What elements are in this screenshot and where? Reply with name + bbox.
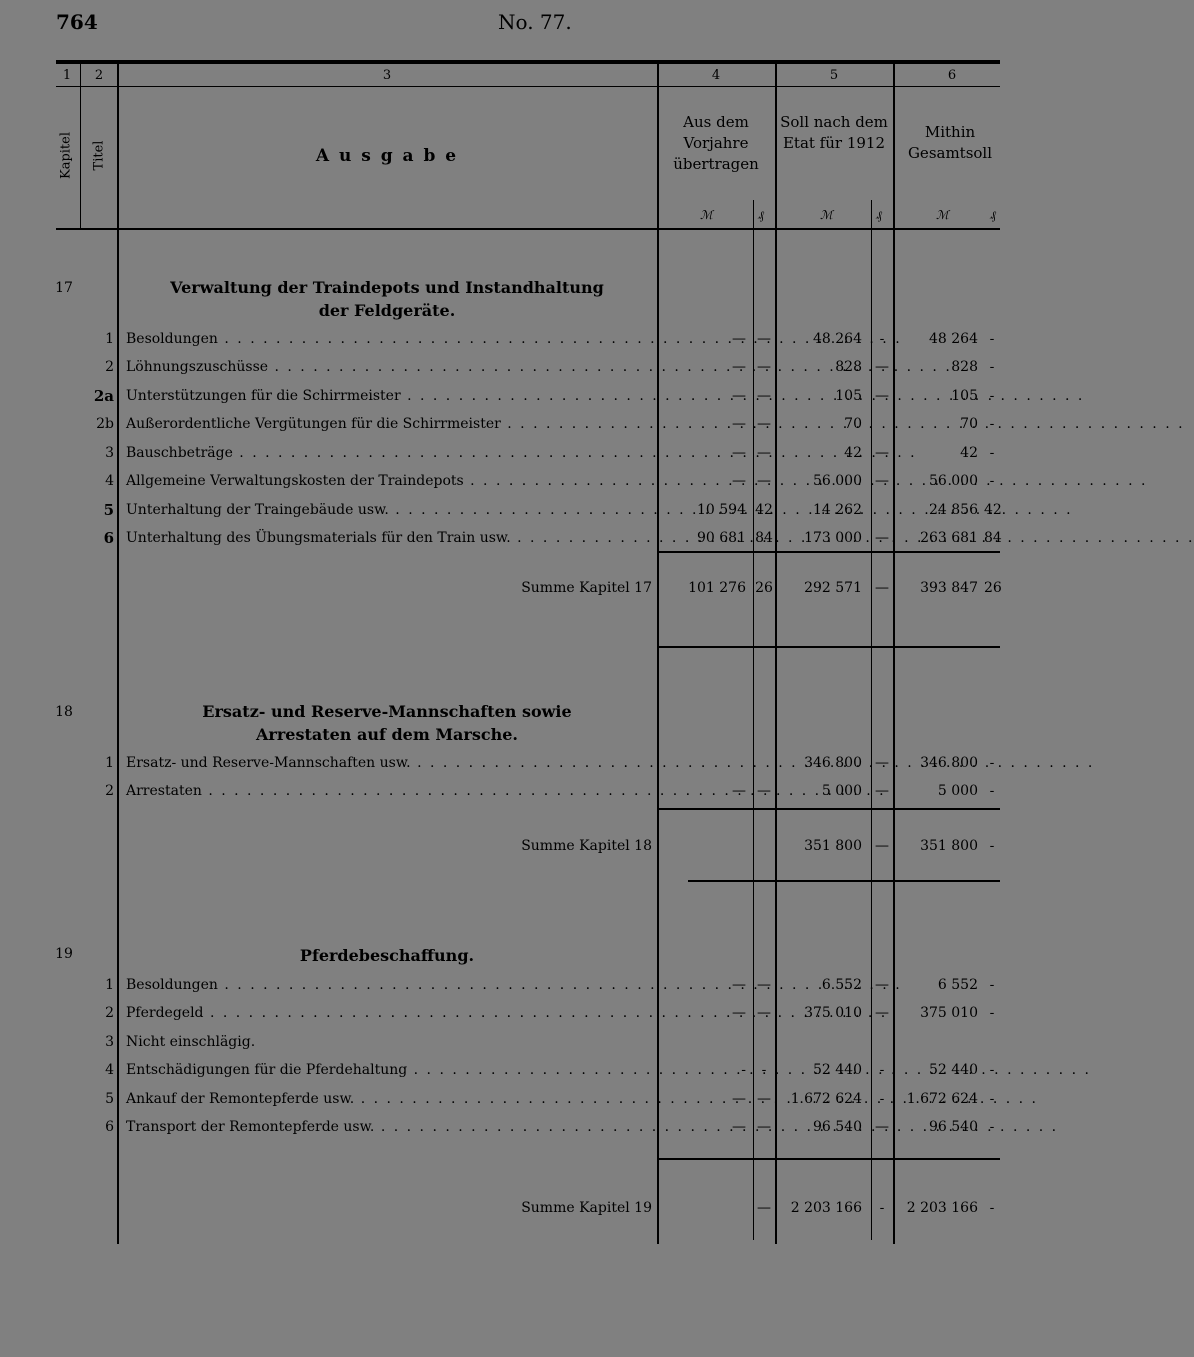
cell-col5-mark: 1 672 624 xyxy=(790,1091,862,1107)
header-col5: Soll nach dem Etat für 1912 xyxy=(780,113,888,152)
titel-number: 4 xyxy=(105,1062,114,1078)
cell-col6-mark: 346 800 xyxy=(920,755,978,771)
sum-col5-mark: 351 800 xyxy=(804,838,862,854)
sum-row xyxy=(0,1194,1000,1222)
table-row xyxy=(0,749,1000,777)
cell-col6-pf: - xyxy=(989,1119,995,1135)
titel-number: 3 xyxy=(105,1034,114,1050)
cell-col6-mark: 375 010 xyxy=(920,1005,978,1021)
section-title xyxy=(118,944,656,967)
titel-number: 1 xyxy=(105,755,114,771)
cell-col5-mark: 52 440 xyxy=(813,1062,862,1078)
titel-number: 5 xyxy=(105,1091,114,1107)
cell-col4-pf: 42 xyxy=(755,502,773,518)
cell-col5-pf: - xyxy=(879,1062,885,1078)
cell-col5-mark: 5 000 xyxy=(821,783,862,799)
sum-col5-pf: — xyxy=(875,838,889,854)
sum-col5-mark: 2 203 166 xyxy=(790,1200,862,1216)
cell-col4-pf: — xyxy=(757,1091,771,1107)
table-row xyxy=(0,1113,1000,1141)
col-number-4: 4 xyxy=(711,68,721,83)
sum-col6-mark: 2 203 166 xyxy=(906,1200,978,1216)
sum-col5-mark: 292 571 xyxy=(804,580,862,596)
cell-col4-mark: — xyxy=(732,416,746,432)
row-label: Pferdegeld . . . xyxy=(126,999,652,1027)
titel-number: 2b xyxy=(96,416,114,432)
cell-col6-pf: - xyxy=(989,331,995,347)
cell-col6-mark: 1 672 624 xyxy=(906,1091,978,1107)
titel-number: 4 xyxy=(105,473,114,489)
cell-col6-mark: 24 856 xyxy=(929,502,978,518)
cell-col4-pf: — xyxy=(757,331,771,347)
sum-col6-pf: - xyxy=(989,1200,995,1216)
sum-col6-pf: 26 xyxy=(984,580,1002,596)
sum-label: Summe Kapitel 18 xyxy=(521,838,652,854)
section-title-line: Arrestaten auf dem Marsche. xyxy=(256,725,518,744)
row-label: Transport der Remontepferde usw. . . . xyxy=(126,1113,652,1141)
cell-col5-mark: 96 540 xyxy=(813,1119,862,1135)
table-row xyxy=(0,410,1000,438)
cell-col4-mark: — xyxy=(732,1005,746,1021)
cell-col4-mark: — xyxy=(732,445,746,461)
cell-col5-mark: 48 264 xyxy=(813,331,862,347)
table-row xyxy=(0,1085,1000,1113)
cell-col5-mark: 173 000 xyxy=(804,530,862,546)
cell-col6-mark: 96 540 xyxy=(929,1119,978,1135)
page-heading: No. 77. xyxy=(498,10,572,34)
sum-row xyxy=(0,832,1000,860)
sum-col5-pf: - xyxy=(879,1200,885,1216)
row-label: Außerordentliche Vergütungen für die Schirrmeister . . . xyxy=(126,410,652,438)
cell-col4-mark: — xyxy=(732,473,746,489)
cell-col4-mark: — xyxy=(732,388,746,404)
col-number-2: 2 xyxy=(94,68,104,83)
titel-number: 6 xyxy=(105,1119,114,1135)
row-label: Unterhaltung des Übungsmaterials für den Train usw. . . . xyxy=(126,524,652,552)
sum-col6-mark: 393 847 xyxy=(920,580,978,596)
cell-col5-pf: — xyxy=(875,445,889,461)
cell-col6-mark: 105 xyxy=(951,388,978,404)
header-col6: Mithin Gesamtsoll xyxy=(907,123,993,162)
row-label: Löhnungszuschüsse . . . xyxy=(126,353,652,381)
header-rule xyxy=(56,228,1000,230)
cell-col4-pf: 84 xyxy=(755,530,773,546)
cell-col5-pf: — xyxy=(875,388,889,404)
section-title-line: Pferdebeschaffung. xyxy=(299,946,475,965)
cell-col6-pf: - xyxy=(989,473,995,489)
section-title-line: Verwaltung der Traindepots und Instandhaltung xyxy=(170,278,604,297)
cell-col5-mark: 105 xyxy=(835,388,862,404)
titel-number: 2a xyxy=(93,387,114,405)
table-row xyxy=(0,439,1000,467)
unit-col5-pf: ₰ xyxy=(876,208,882,222)
row-label: Allgemeine Verwaltungskosten der Traindepots . . . xyxy=(126,467,652,495)
cell-col5-mark: 14 262 xyxy=(813,502,862,518)
sum-label: Summe Kapitel 17 xyxy=(521,580,652,596)
colnum-rule xyxy=(56,86,1000,87)
section-title xyxy=(118,276,656,322)
cell-col4-pf: — xyxy=(757,416,771,432)
cell-col6-mark: 5 000 xyxy=(937,783,978,799)
cell-col5-pf: — xyxy=(875,783,889,799)
cell-col4-mark: — xyxy=(732,1091,746,1107)
section-title-line: Ersatz- und Reserve-Mannschaften sowie xyxy=(202,702,572,721)
cell-col5-pf: — xyxy=(875,1005,889,1021)
sum-col5-pf: — xyxy=(875,580,889,596)
unit-col4-mark: ℳ xyxy=(700,208,713,222)
row-label: Bauschbeträge . . . xyxy=(126,439,652,467)
header-titel: Titel xyxy=(91,140,107,171)
cell-col6-pf: - xyxy=(989,416,995,432)
cell-col4-mark: — xyxy=(732,977,746,993)
titel-number: 2 xyxy=(105,1005,114,1021)
sum-col4-mark: 101 276 xyxy=(688,580,746,596)
cell-col5-pf: — xyxy=(875,359,889,375)
cell-col6-mark: 42 xyxy=(960,445,978,461)
header-kapitel: Kapitel xyxy=(58,131,74,180)
row-label: Ersatz- und Reserve-Mannschaften usw. . . . xyxy=(126,749,652,777)
col-number-1: 1 xyxy=(62,68,72,83)
cell-col5-mark: 56 000 xyxy=(813,473,862,489)
titel-number: 1 xyxy=(105,977,114,993)
cell-col4-pf: — xyxy=(757,445,771,461)
section-title xyxy=(118,700,656,746)
cell-col5-pf: — xyxy=(875,755,889,771)
cell-col5-pf: — xyxy=(875,473,889,489)
titel-number: 6 xyxy=(103,529,114,547)
table-row xyxy=(0,325,1000,353)
row-label: Besoldungen . . . xyxy=(126,325,652,353)
cell-col5-mark: 828 xyxy=(835,359,862,375)
unit-col5-mark: ℳ xyxy=(820,208,833,222)
row-label: Ankauf der Remontepferde usw. . . . xyxy=(126,1085,652,1113)
titel-number: 5 xyxy=(103,501,114,519)
titel-number: 1 xyxy=(105,331,114,347)
cell-col6-mark: 70 xyxy=(960,416,978,432)
cell-col6-pf: - xyxy=(989,359,995,375)
sum-label: Summe Kapitel 19 xyxy=(521,1200,652,1216)
cell-col4-mark: 10 594 xyxy=(697,502,746,518)
unit-col6-mark: ℳ xyxy=(936,208,949,222)
cell-col6-mark: 48 264 xyxy=(929,331,978,347)
table-row xyxy=(0,1028,1000,1056)
cell-col6-mark: 263 681 xyxy=(920,530,978,546)
cell-col4-mark: — xyxy=(732,359,746,375)
cell-col6-pf: 42 xyxy=(984,502,1002,518)
sum-rule xyxy=(657,1158,1000,1160)
cell-col5-mark: 6 552 xyxy=(821,977,862,993)
sum-col4-pf: 26 xyxy=(755,580,773,596)
cell-col6-pf: - xyxy=(989,977,995,993)
titel-number: 3 xyxy=(105,445,114,461)
cell-col5-pf: - xyxy=(879,331,885,347)
cell-col4-pf: — xyxy=(757,1119,771,1135)
sum-col6-pf: - xyxy=(989,838,995,854)
cell-col4-pf: — xyxy=(757,783,771,799)
cell-col5-pf: — xyxy=(875,530,889,546)
top-rule xyxy=(56,60,1000,64)
cell-col6-mark: 828 xyxy=(951,359,978,375)
cell-col5-pf: — xyxy=(875,977,889,993)
sum-row xyxy=(0,574,1000,602)
row-label: Unterstützungen für die Schirrmeister . . . xyxy=(126,382,652,410)
row-label: Entschädigungen für die Pferdehaltung . . . xyxy=(126,1056,652,1084)
cell-col4-pf: — xyxy=(757,388,771,404)
table-row xyxy=(0,971,1000,999)
section-end-rule xyxy=(688,880,1000,882)
cell-col5-mark: 375 010 xyxy=(804,1005,862,1021)
sum-col4-pf: — xyxy=(757,1200,771,1216)
cell-col6-pf: - xyxy=(989,783,995,799)
cell-col4-pf: - xyxy=(761,1062,767,1078)
table-row xyxy=(0,524,1000,552)
sum-rule xyxy=(657,551,1000,553)
col-divider-titel xyxy=(80,64,81,228)
cell-col6-pf: - xyxy=(989,1091,995,1107)
cell-col6-pf: - xyxy=(989,1005,995,1021)
titel-number: 2 xyxy=(105,359,114,375)
cell-col5-pf: — xyxy=(875,1119,889,1135)
cell-col6-pf: - xyxy=(989,755,995,771)
cell-col5-mark: 346 800 xyxy=(804,755,862,771)
table-row xyxy=(0,999,1000,1027)
cell-col4-mark: — xyxy=(732,331,746,347)
row-label: Unterhaltung der Traingebäude usw. . . . xyxy=(126,496,652,524)
col-number-3: 3 xyxy=(382,68,392,83)
unit-col6-pf: ₰ xyxy=(990,208,996,222)
row-label: Besoldungen . . . xyxy=(126,971,652,999)
table-row xyxy=(0,382,1000,410)
kapitel-number: 17 xyxy=(55,280,73,296)
section-end-rule xyxy=(657,646,1000,648)
cell-col5-mark: 42 xyxy=(844,445,862,461)
cell-col4-pf: — xyxy=(757,1005,771,1021)
cell-col6-mark: 56 000 xyxy=(929,473,978,489)
sum-rule xyxy=(657,808,1000,810)
cell-col5-pf: - xyxy=(879,1091,885,1107)
cell-col4-pf: — xyxy=(757,359,771,375)
col-number-5: 5 xyxy=(829,68,839,83)
cell-col4-pf: — xyxy=(757,473,771,489)
header-col4: Aus dem Vorjahre übertragen xyxy=(673,113,759,173)
table-row xyxy=(0,777,1000,805)
page-number: 764 xyxy=(56,10,98,34)
cell-col6-pf: - xyxy=(989,388,995,404)
cell-col4-mark: — xyxy=(732,783,746,799)
cell-col4-pf: — xyxy=(757,977,771,993)
table-row xyxy=(0,1056,1000,1084)
cell-col5-mark: 70 xyxy=(844,416,862,432)
kapitel-number: 18 xyxy=(55,704,73,720)
table-row xyxy=(0,467,1000,495)
cell-col6-pf: 84 xyxy=(984,530,1002,546)
kapitel-number: 19 xyxy=(55,946,73,962)
section-title-line: der Feldgeräte. xyxy=(318,301,456,320)
col-number-6: 6 xyxy=(947,68,957,83)
table-row xyxy=(0,353,1000,381)
cell-col4-mark: - xyxy=(741,1062,746,1078)
table-row xyxy=(0,496,1000,524)
cell-col6-mark: 6 552 xyxy=(937,977,978,993)
cell-col6-pf: - xyxy=(989,1062,995,1078)
header-ausgabe: A u s g a b e xyxy=(315,146,459,166)
row-label: Nicht einschlägig. xyxy=(126,1034,256,1050)
cell-col4-mark: 90 681 xyxy=(697,530,746,546)
cell-col4-mark: — xyxy=(732,1119,746,1135)
titel-number: 2 xyxy=(105,783,114,799)
cell-col6-pf: - xyxy=(989,445,995,461)
row-label: Arrestaten . . . xyxy=(126,777,652,805)
unit-col4-pf: ₰ xyxy=(758,208,764,222)
sum-col6-mark: 351 800 xyxy=(920,838,978,854)
cell-col6-mark: 52 440 xyxy=(929,1062,978,1078)
